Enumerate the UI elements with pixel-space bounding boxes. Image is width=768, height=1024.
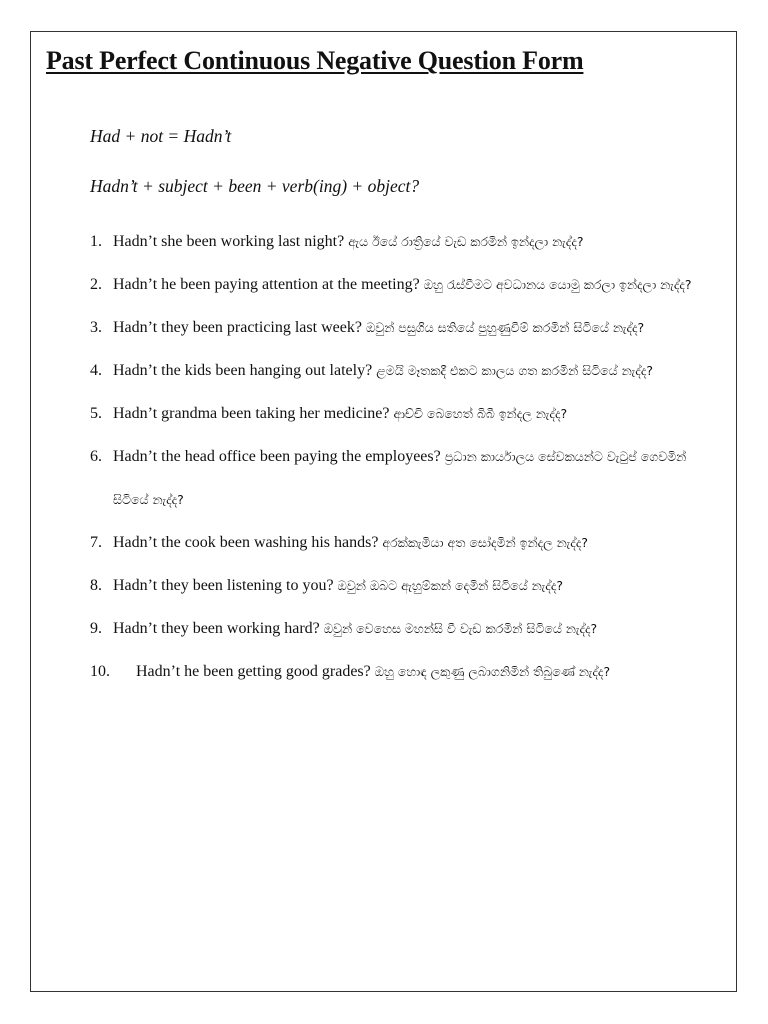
example-number: 5.	[90, 405, 102, 422]
example-text	[113, 306, 725, 349]
example-text	[136, 650, 725, 693]
example-list	[90, 220, 725, 693]
example-item	[90, 435, 725, 521]
example-english: Hadn’t they been working hard?	[113, 620, 320, 637]
example-text	[113, 263, 725, 306]
example-item	[90, 306, 725, 349]
example-item	[90, 220, 725, 263]
example-number: 6.	[90, 448, 102, 465]
example-text	[113, 220, 725, 263]
example-sinhala: ඔවුන් ඔබට ඇහුම්කන් දෙමින් සිටියේ නැද්ද?	[337, 578, 564, 593]
example-text	[113, 392, 725, 435]
example-number: 8.	[90, 577, 102, 594]
example-sinhala: ළමයි මෑතකදී එකට කාලය ගත කරමින් සිටියේ නැද්ද?	[376, 363, 654, 378]
example-item	[90, 392, 725, 435]
page-title: Past Perfect Continuous Negative Question Form	[46, 46, 584, 75]
example-sinhala: ඔවුන් වෙහෙස මහන්සි වී වැඩ කරමින් සිටියේ නැද්ද?	[323, 621, 598, 636]
example-sinhala: ඇය ඊයේ රාත්‍රියේ වැඩ කරමින් ඉන්දලා නැද්ද?	[348, 234, 584, 249]
example-sinhala: ප්‍රධාන කාර්යාලය සේවකයන්ට වැටුප් ගෙවමින් සිටියේ නැද්ද?	[113, 449, 687, 507]
example-number: 10.	[90, 663, 110, 680]
example-text	[113, 521, 725, 564]
example-item	[90, 263, 725, 306]
example-sinhala: ඔහු රැස්වීමට අවධානය යොමු කරලා ඉන්දලා නැද්ද?	[423, 277, 692, 292]
example-english: Hadn’t the cook been washing his hands?	[113, 534, 379, 551]
example-english: Hadn’t grandma been taking her medicine?	[113, 405, 390, 422]
example-english: Hadn’t she been working last night?	[113, 233, 345, 250]
example-text	[113, 435, 725, 521]
example-item	[90, 349, 725, 392]
example-number: 3.	[90, 319, 102, 336]
example-number: 7.	[90, 534, 102, 551]
example-item	[90, 564, 725, 607]
formula-contraction: Had + not = Hadn’t	[90, 126, 232, 146]
example-text	[113, 349, 725, 392]
example-english: Hadn’t he been getting good grades?	[136, 663, 371, 680]
example-number: 4.	[90, 362, 102, 379]
formula-structure: Hadn’t + subject + been + verb(ing) + object?	[90, 176, 420, 196]
example-number: 1.	[90, 233, 102, 250]
example-english: Hadn’t he been paying attention at the meeting?	[113, 276, 420, 293]
example-english: Hadn’t the head office been paying the employees?	[113, 448, 441, 465]
example-sinhala: අරක්කැමියා අත සෝදමින් ඉන්දල නැද්ද?	[382, 535, 589, 550]
example-number: 9.	[90, 620, 102, 637]
example-sinhala: ආච්චි බෙහෙත් බිබී ඉන්දල නැද්ද?	[393, 406, 568, 421]
example-item	[90, 607, 725, 650]
example-sinhala: ඔවුන් පසුගිය සතියේ පුහුණුවීම් කරමින් සිටියේ නැද්ද?	[365, 320, 645, 335]
example-number: 2.	[90, 276, 102, 293]
example-item	[90, 650, 725, 693]
example-sinhala: ඔහු හොඳ ලකුණු ලබාගනිමින් තිබුණේ නැද්ද?	[374, 664, 611, 679]
example-text	[113, 564, 725, 607]
example-english: Hadn’t they been listening to you?	[113, 577, 334, 594]
example-english: Hadn’t the kids been hanging out lately?	[113, 362, 373, 379]
example-text	[113, 607, 725, 650]
example-item	[90, 521, 725, 564]
example-english: Hadn’t they been practicing last week?	[113, 319, 362, 336]
